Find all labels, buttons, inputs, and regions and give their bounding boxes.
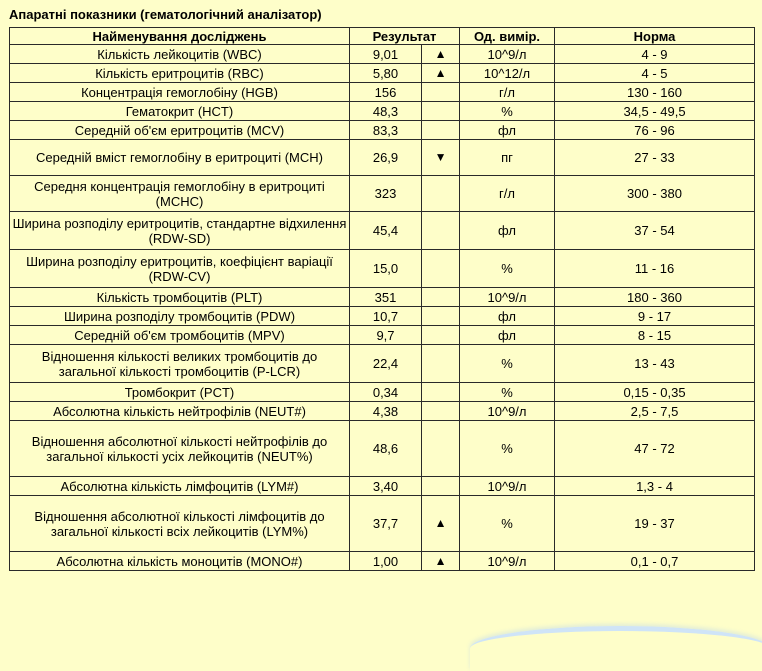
table-row (10, 421, 755, 477)
test-value: 3,40 (350, 477, 422, 496)
test-unit: 10^9/л (460, 288, 555, 307)
test-unit: г/л (460, 176, 555, 212)
test-norm: 300 - 380 (555, 176, 755, 212)
test-value: 4,38 (350, 402, 422, 421)
test-norm: 0,1 - 0,7 (555, 552, 755, 571)
test-value: 10,7 (350, 307, 422, 326)
test-unit: 10^12/л (460, 64, 555, 83)
test-value: 0,34 (350, 383, 422, 402)
test-value: 45,4 (350, 212, 422, 250)
test-value: 1,00 (350, 552, 422, 571)
flag-up-icon: ▲ (422, 64, 460, 83)
test-name: Гематокрит (HCT) (10, 102, 350, 121)
test-unit: фл (460, 212, 555, 250)
flag-cell (422, 250, 460, 288)
table-row (10, 326, 755, 345)
test-value: 37,7 (350, 496, 422, 552)
test-norm: 9 - 17 (555, 307, 755, 326)
test-norm: 130 - 160 (555, 83, 755, 102)
test-norm: 19 - 37 (555, 496, 755, 552)
test-norm: 37 - 54 (555, 212, 755, 250)
test-unit: 10^9/л (460, 45, 555, 64)
test-value: 48,6 (350, 421, 422, 477)
test-value: 9,01 (350, 45, 422, 64)
table-row (10, 307, 755, 326)
test-unit: пг (460, 140, 555, 176)
test-unit: фл (460, 326, 555, 345)
table-row (10, 176, 755, 212)
table-row (10, 212, 755, 250)
table-row (10, 121, 755, 140)
flag-cell (422, 326, 460, 345)
test-name: Ширина розподілу еритроцитів, коефіцієнт варіації (RDW-CV) (10, 250, 350, 288)
test-value: 26,9 (350, 140, 422, 176)
test-value: 15,0 (350, 250, 422, 288)
test-name: Ширина розподілу тромбоцитів (PDW) (10, 307, 350, 326)
test-norm: 47 - 72 (555, 421, 755, 477)
test-norm: 180 - 360 (555, 288, 755, 307)
test-name: Абсолютна кількість нейтрофілів (NEUT#) (10, 402, 350, 421)
test-name: Ширина розподілу еритроцитів, стандартне відхилення (RDW-SD) (10, 212, 350, 250)
test-value: 323 (350, 176, 422, 212)
test-name: Середній об'єм тромбоцитів (MPV) (10, 326, 350, 345)
flag-cell (422, 307, 460, 326)
test-name: Тромбокрит (PCT) (10, 383, 350, 402)
header-name: Найменування досліджень (10, 28, 350, 45)
test-name: Відношення абсолютної кількості лімфоцитів до загальної кількості всіх лейкоцитів (LYM%) (10, 496, 350, 552)
table-row (10, 345, 755, 383)
header-result: Результат (350, 28, 460, 45)
test-norm: 0,15 - 0,35 (555, 383, 755, 402)
test-name: Відношення кількості великих тромбоцитів до загальної кількості тромбоцитів (P-LCR) (10, 345, 350, 383)
table-header-row (10, 28, 755, 45)
flag-cell (422, 121, 460, 140)
test-norm: 11 - 16 (555, 250, 755, 288)
test-unit: фл (460, 307, 555, 326)
test-norm: 4 - 9 (555, 45, 755, 64)
test-unit: 10^9/л (460, 402, 555, 421)
header-norm: Норма (555, 28, 755, 45)
test-unit: % (460, 421, 555, 477)
flag-up-icon: ▲ (422, 552, 460, 571)
test-norm: 4 - 5 (555, 64, 755, 83)
test-name: Абсолютна кількість лімфоцитів (LYM#) (10, 477, 350, 496)
flag-cell (422, 345, 460, 383)
test-unit: г/л (460, 83, 555, 102)
table-row (10, 402, 755, 421)
test-unit: % (460, 496, 555, 552)
table-row (10, 102, 755, 121)
test-unit: % (460, 102, 555, 121)
decorative-arc (470, 626, 762, 671)
test-norm: 13 - 43 (555, 345, 755, 383)
table-row (10, 288, 755, 307)
test-value: 83,3 (350, 121, 422, 140)
test-norm: 27 - 33 (555, 140, 755, 176)
test-value: 5,80 (350, 64, 422, 83)
test-unit: % (460, 383, 555, 402)
test-unit: 10^9/л (460, 477, 555, 496)
test-value: 48,3 (350, 102, 422, 121)
flag-down-icon: ▼ (422, 140, 460, 176)
test-value: 351 (350, 288, 422, 307)
flag-cell (422, 83, 460, 102)
results-table (9, 27, 755, 571)
test-unit: 10^9/л (460, 552, 555, 571)
test-unit: % (460, 345, 555, 383)
table-row (10, 140, 755, 176)
test-name: Кількість еритроцитів (RBC) (10, 64, 350, 83)
flag-cell (422, 477, 460, 496)
flag-cell (422, 402, 460, 421)
flag-cell (422, 102, 460, 121)
test-value: 9,7 (350, 326, 422, 345)
flag-cell (422, 176, 460, 212)
test-name: Абсолютна кількість моноцитів (MONO#) (10, 552, 350, 571)
test-unit: % (460, 250, 555, 288)
table-row (10, 64, 755, 83)
test-norm: 2,5 - 7,5 (555, 402, 755, 421)
test-unit: фл (460, 121, 555, 140)
table-row (10, 45, 755, 64)
table-row (10, 250, 755, 288)
flag-cell (422, 383, 460, 402)
table-row (10, 477, 755, 496)
flag-cell (422, 421, 460, 477)
test-value: 22,4 (350, 345, 422, 383)
test-name: Концентрація гемоглобіну (HGB) (10, 83, 350, 102)
test-name: Відношення абсолютної кількості нейтрофілів до загальної кількості усіх лейкоцитів (NEUT%) (10, 421, 350, 477)
table-row (10, 83, 755, 102)
test-norm: 76 - 96 (555, 121, 755, 140)
test-value: 156 (350, 83, 422, 102)
table-row (10, 383, 755, 402)
report-title: Апаратні показники (гематологічний аналізатор) (9, 7, 322, 22)
test-norm: 1,3 - 4 (555, 477, 755, 496)
test-name: Кількість лейкоцитів (WBC) (10, 45, 350, 64)
flag-up-icon: ▲ (422, 45, 460, 64)
test-name: Кількість тромбоцитів (PLT) (10, 288, 350, 307)
test-name: Середня концентрація гемоглобіну в еритроциті (MCHC) (10, 176, 350, 212)
test-norm: 34,5 - 49,5 (555, 102, 755, 121)
flag-cell (422, 288, 460, 307)
header-unit: Од. вимір. (460, 28, 555, 45)
flag-cell (422, 212, 460, 250)
test-name: Середній вміст гемоглобіну в еритроциті (MCH) (10, 140, 350, 176)
test-norm: 8 - 15 (555, 326, 755, 345)
test-name: Середній об'єм еритроцитів (MCV) (10, 121, 350, 140)
table-row (10, 552, 755, 571)
flag-up-icon: ▲ (422, 496, 460, 552)
table-row (10, 496, 755, 552)
